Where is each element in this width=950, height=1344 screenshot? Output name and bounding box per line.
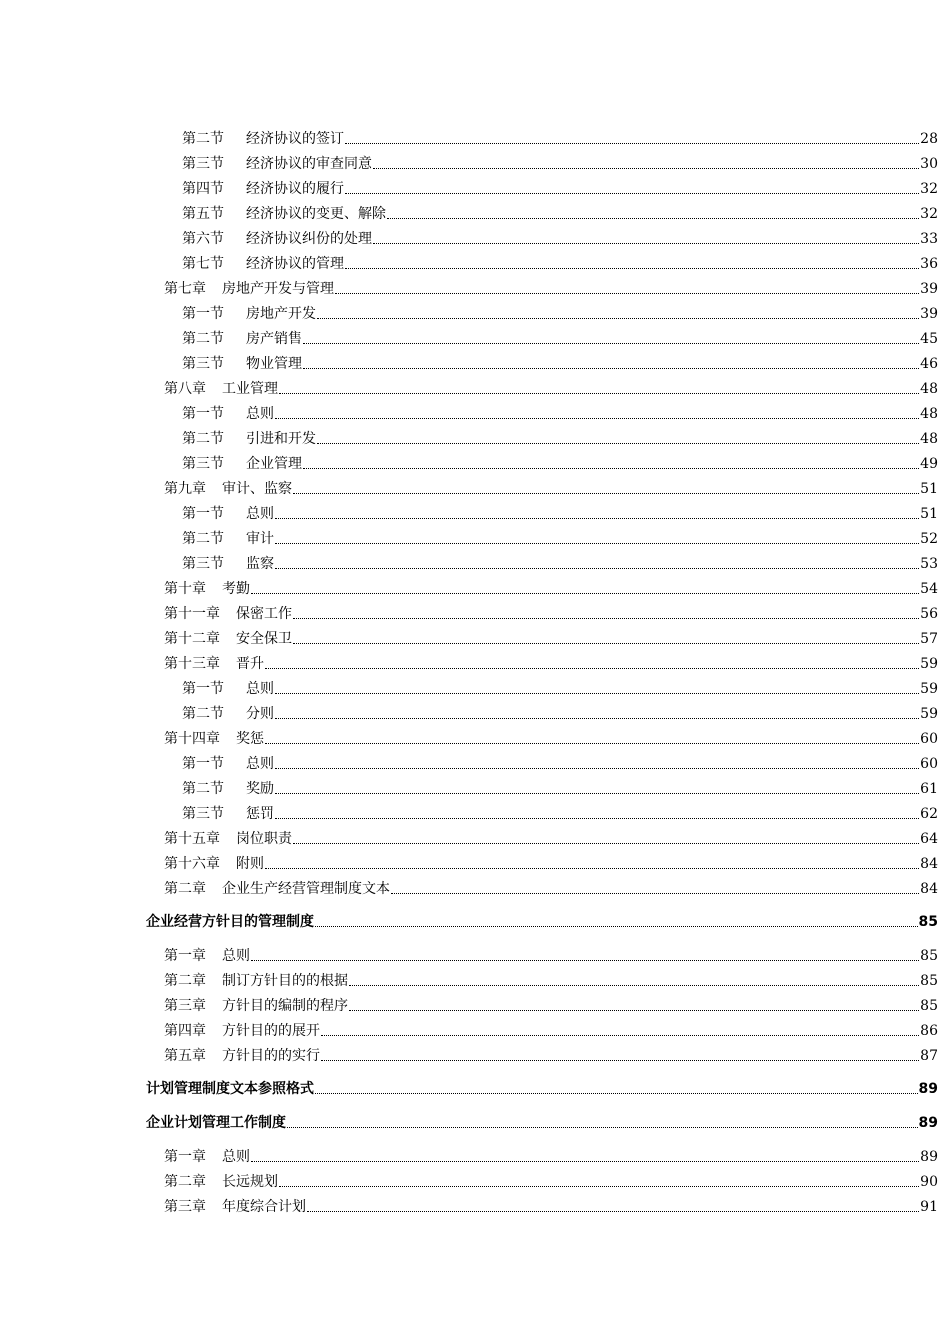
toc-entry-title: 房地产开发 (246, 306, 316, 322)
toc-entry-title: 考勤 (222, 581, 250, 597)
toc-page-number: 87 (920, 1048, 938, 1064)
toc-page-number: 60 (920, 731, 938, 747)
toc-entry-number: 第三节 (182, 156, 224, 172)
toc-page-number: 46 (920, 356, 938, 372)
toc-heading-entry[interactable] (146, 907, 938, 931)
toc-entry-title: 总则 (246, 681, 274, 697)
toc-entry-title: 奖惩 (236, 731, 264, 747)
toc-page-number: 48 (920, 381, 938, 397)
dot-leader (391, 893, 919, 894)
toc-entry-title: 总则 (246, 506, 274, 522)
toc-heading-entry[interactable] (146, 1108, 938, 1132)
toc-entry-number: 第一节 (182, 406, 224, 422)
toc-page-number: 90 (920, 1174, 938, 1190)
dot-leader (279, 1186, 919, 1187)
toc-page-number: 51 (920, 481, 938, 497)
toc-page-number: 84 (920, 856, 938, 872)
toc-entry-number: 第三节 (182, 556, 224, 572)
dot-leader (317, 318, 919, 319)
dot-leader (265, 668, 919, 669)
toc-section-entry[interactable] (182, 774, 938, 798)
toc-entry-title: 引进和开发 (246, 431, 316, 447)
toc-page-number: 91 (920, 1199, 938, 1215)
toc-entry-title: 经济协议的审查同意 (246, 156, 372, 172)
dot-leader (251, 960, 919, 961)
toc-entry-title: 晋升 (236, 656, 264, 672)
toc-section-entry[interactable] (182, 449, 938, 473)
toc-section-entry[interactable] (182, 749, 938, 773)
dot-leader (321, 1035, 919, 1036)
toc-section-entry[interactable] (182, 224, 938, 248)
toc-entry-number: 第六节 (182, 231, 224, 247)
toc-chapter-entry[interactable] (164, 624, 938, 648)
toc-chapter-entry[interactable] (164, 724, 938, 748)
toc-section-entry[interactable] (182, 674, 938, 698)
dot-leader (287, 1127, 918, 1128)
dot-leader (275, 718, 919, 719)
toc-chapter-entry[interactable] (164, 474, 938, 498)
toc-page-number: 85 (920, 973, 938, 989)
dot-leader (349, 985, 919, 986)
toc-entry-number: 第十四章 (164, 731, 220, 747)
toc-chapter-entry[interactable] (164, 1016, 938, 1040)
toc-page-number: 39 (920, 306, 938, 322)
toc-entry-number: 第三节 (182, 456, 224, 472)
dot-leader (275, 518, 919, 519)
dot-leader (349, 1010, 919, 1011)
toc-entry-title: 方针目的的展开 (222, 1023, 320, 1039)
toc-page-number: 52 (920, 531, 938, 547)
toc-section-entry[interactable] (182, 799, 938, 823)
toc-page-number: 30 (920, 156, 938, 172)
dot-leader (275, 568, 919, 569)
toc-entry-title: 年度综合计划 (222, 1199, 306, 1215)
toc-entry-title: 经济协议的变更、解除 (246, 206, 386, 222)
toc-chapter-entry[interactable] (164, 991, 938, 1015)
dot-leader (293, 843, 919, 844)
toc-entry-title: 奖励 (246, 781, 274, 797)
toc-entry-title: 企业计划管理工作制度 (146, 1115, 286, 1131)
toc-entry-number: 第七章 (164, 281, 206, 297)
dot-leader (265, 868, 919, 869)
toc-section-entry[interactable] (182, 199, 938, 223)
dot-leader (373, 168, 919, 169)
dot-leader (345, 268, 919, 269)
dot-leader (275, 418, 919, 419)
toc-entry-number: 第二节 (182, 131, 224, 147)
toc-entry-title: 审计 (246, 531, 274, 547)
toc-entry-number: 第二节 (182, 706, 224, 722)
toc-section-entry[interactable] (182, 499, 938, 523)
toc-page-number: 64 (920, 831, 938, 847)
toc-chapter-entry[interactable] (164, 966, 938, 990)
toc-page-number: 48 (920, 406, 938, 422)
toc-entry-title: 惩罚 (246, 806, 274, 822)
dot-leader (293, 618, 919, 619)
toc-entry-number: 第二章 (164, 881, 206, 897)
toc-entry-title: 监察 (246, 556, 274, 572)
toc-page-number: 32 (920, 206, 938, 222)
toc-page-number: 59 (920, 681, 938, 697)
dot-leader (387, 218, 919, 219)
toc-entry-number: 第十六章 (164, 856, 220, 872)
toc-chapter-entry[interactable] (164, 374, 938, 398)
dot-leader (275, 818, 919, 819)
toc-entry-title: 经济协议的管理 (246, 256, 344, 272)
dot-leader (293, 643, 919, 644)
toc-section-entry[interactable] (182, 124, 938, 148)
toc-entry-title: 经济协议的履行 (246, 181, 344, 197)
toc-entry-title: 附则 (236, 856, 264, 872)
dot-leader (251, 593, 919, 594)
toc-chapter-entry[interactable] (164, 1041, 938, 1065)
toc-entry-number: 第九章 (164, 481, 206, 497)
toc-page-number: 84 (920, 881, 938, 897)
toc-entry-number: 第三章 (164, 998, 206, 1014)
toc-entry-number: 第四节 (182, 181, 224, 197)
toc-entry-number: 第二章 (164, 1174, 206, 1190)
toc-section-entry[interactable] (182, 349, 938, 373)
toc-entry-number: 第二节 (182, 331, 224, 347)
toc-chapter-entry[interactable] (164, 649, 938, 673)
toc-entry-number: 第一章 (164, 948, 206, 964)
toc-chapter-entry[interactable] (164, 849, 938, 873)
toc-section-entry[interactable] (182, 324, 938, 348)
toc-entry-title: 工业管理 (222, 381, 278, 397)
dot-leader (373, 243, 919, 244)
dot-leader (275, 693, 919, 694)
dot-leader (315, 926, 918, 927)
toc-entry-number: 第二节 (182, 781, 224, 797)
toc-page-number: 53 (920, 556, 938, 572)
toc-entry-title: 保密工作 (236, 606, 292, 622)
toc-page-number: 59 (920, 706, 938, 722)
toc-page-number: 89 (920, 1149, 938, 1165)
toc-entry-number: 第十三章 (164, 656, 220, 672)
dot-leader (279, 393, 919, 394)
toc-page-number: 89 (918, 1115, 938, 1131)
toc-section-entry[interactable] (182, 399, 938, 423)
dot-leader (315, 1093, 918, 1094)
toc-entry-title: 总则 (246, 406, 274, 422)
toc-entry-number: 第三节 (182, 806, 224, 822)
toc-entry-title: 制订方针目的的根据 (222, 973, 348, 989)
toc-page-number: 89 (918, 1081, 938, 1097)
toc-page-number: 85 (918, 914, 938, 930)
toc-page-number: 49 (920, 456, 938, 472)
toc-entry-title: 计划管理制度文本参照格式 (146, 1081, 314, 1097)
dot-leader (303, 368, 919, 369)
toc-chapter-entry[interactable] (164, 874, 938, 898)
dot-leader (275, 543, 919, 544)
dot-leader (303, 468, 919, 469)
toc-entry-number: 第三章 (164, 1199, 206, 1215)
toc-section-entry[interactable] (182, 149, 938, 173)
toc-section-entry[interactable] (182, 174, 938, 198)
dot-leader (275, 793, 919, 794)
toc-chapter-entry[interactable] (164, 574, 938, 598)
toc-entry-number: 第八章 (164, 381, 206, 397)
toc-entry-title: 企业经营方针目的管理制度 (146, 914, 314, 930)
toc-entry-number: 第一节 (182, 681, 224, 697)
toc-entry-number: 第五节 (182, 206, 224, 222)
toc-entry-number: 第二节 (182, 531, 224, 547)
toc-page-number: 32 (920, 181, 938, 197)
dot-leader (307, 1211, 919, 1212)
toc-page-number: 85 (920, 998, 938, 1014)
toc-entry-number: 第七节 (182, 256, 224, 272)
toc-page-number: 60 (920, 756, 938, 772)
toc-entry-number: 第五章 (164, 1048, 206, 1064)
toc-entry-title: 经济协议的签订 (246, 131, 344, 147)
toc-entry-number: 第一节 (182, 506, 224, 522)
toc-section-entry[interactable] (182, 549, 938, 573)
dot-leader (265, 743, 919, 744)
toc-entry-number: 第十一章 (164, 606, 220, 622)
toc-entry-title: 房产销售 (246, 331, 302, 347)
toc-chapter-entry[interactable] (164, 274, 938, 298)
toc-page-number: 51 (920, 506, 938, 522)
toc-chapter-entry[interactable] (164, 1192, 938, 1216)
toc-page-number: 39 (920, 281, 938, 297)
dot-leader (321, 1060, 919, 1061)
dot-leader (345, 193, 919, 194)
dot-leader (251, 1161, 919, 1162)
toc-entry-number: 第四章 (164, 1023, 206, 1039)
toc-entry-title: 岗位职责 (236, 831, 292, 847)
toc-entry-number: 第一节 (182, 306, 224, 322)
toc-page-number: 28 (920, 131, 938, 147)
toc-chapter-entry[interactable] (164, 1167, 938, 1191)
toc-entry-title: 安全保卫 (236, 631, 292, 647)
toc-entry-title: 方针目的编制的程序 (222, 998, 348, 1014)
toc-page-number: 61 (920, 781, 938, 797)
dot-leader (275, 768, 919, 769)
dot-leader (345, 143, 919, 144)
toc-page-number: 33 (920, 231, 938, 247)
toc-entry-number: 第三节 (182, 356, 224, 372)
toc-entry-title: 分则 (246, 706, 274, 722)
toc-heading-entry[interactable] (146, 1074, 938, 1098)
toc-section-entry[interactable] (182, 424, 938, 448)
toc-page-number: 54 (920, 581, 938, 597)
toc-entry-number: 第一章 (164, 1149, 206, 1165)
toc-chapter-entry[interactable] (164, 941, 938, 965)
toc-entry-number: 第十章 (164, 581, 206, 597)
toc-entry-number: 第一节 (182, 756, 224, 772)
toc-entry-title: 企业管理 (246, 456, 302, 472)
toc-page-number: 57 (920, 631, 938, 647)
toc-entry-title: 物业管理 (246, 356, 302, 372)
toc-entry-title: 房地产开发与管理 (222, 281, 334, 297)
toc-page-number: 86 (920, 1023, 938, 1039)
dot-leader (303, 343, 919, 344)
dot-leader (317, 443, 919, 444)
toc-entry-title: 审计、监察 (222, 481, 292, 497)
toc-page-number: 36 (920, 256, 938, 272)
toc-entry-number: 第十二章 (164, 631, 220, 647)
toc-entry-number: 第十五章 (164, 831, 220, 847)
toc-page-number: 48 (920, 431, 938, 447)
toc-section-entry[interactable] (182, 299, 938, 323)
toc-page-number: 59 (920, 656, 938, 672)
toc-section-entry[interactable] (182, 524, 938, 548)
toc-section-entry[interactable] (182, 249, 938, 273)
toc-chapter-entry[interactable] (164, 599, 938, 623)
toc-page-number: 85 (920, 948, 938, 964)
toc-entry-number: 第二节 (182, 431, 224, 447)
toc-entry-title: 企业生产经营管理制度文本 (222, 881, 390, 897)
toc-page-number: 62 (920, 806, 938, 822)
toc-entry-title: 总则 (246, 756, 274, 772)
dot-leader (293, 493, 919, 494)
toc-entry-number: 第二章 (164, 973, 206, 989)
toc-section-entry[interactable] (182, 699, 938, 723)
dot-leader (335, 293, 919, 294)
toc-page-number: 45 (920, 331, 938, 347)
toc-entry-title: 经济协议纠份的处理 (246, 231, 372, 247)
toc-page-number: 56 (920, 606, 938, 622)
toc-entry-title: 总则 (222, 948, 250, 964)
toc-entry-title: 总则 (222, 1149, 250, 1165)
toc-entry-title: 方针目的的实行 (222, 1048, 320, 1064)
toc-chapter-entry[interactable] (164, 824, 938, 848)
toc-chapter-entry[interactable] (164, 1142, 938, 1166)
toc-entry-title: 长远规划 (222, 1174, 278, 1190)
